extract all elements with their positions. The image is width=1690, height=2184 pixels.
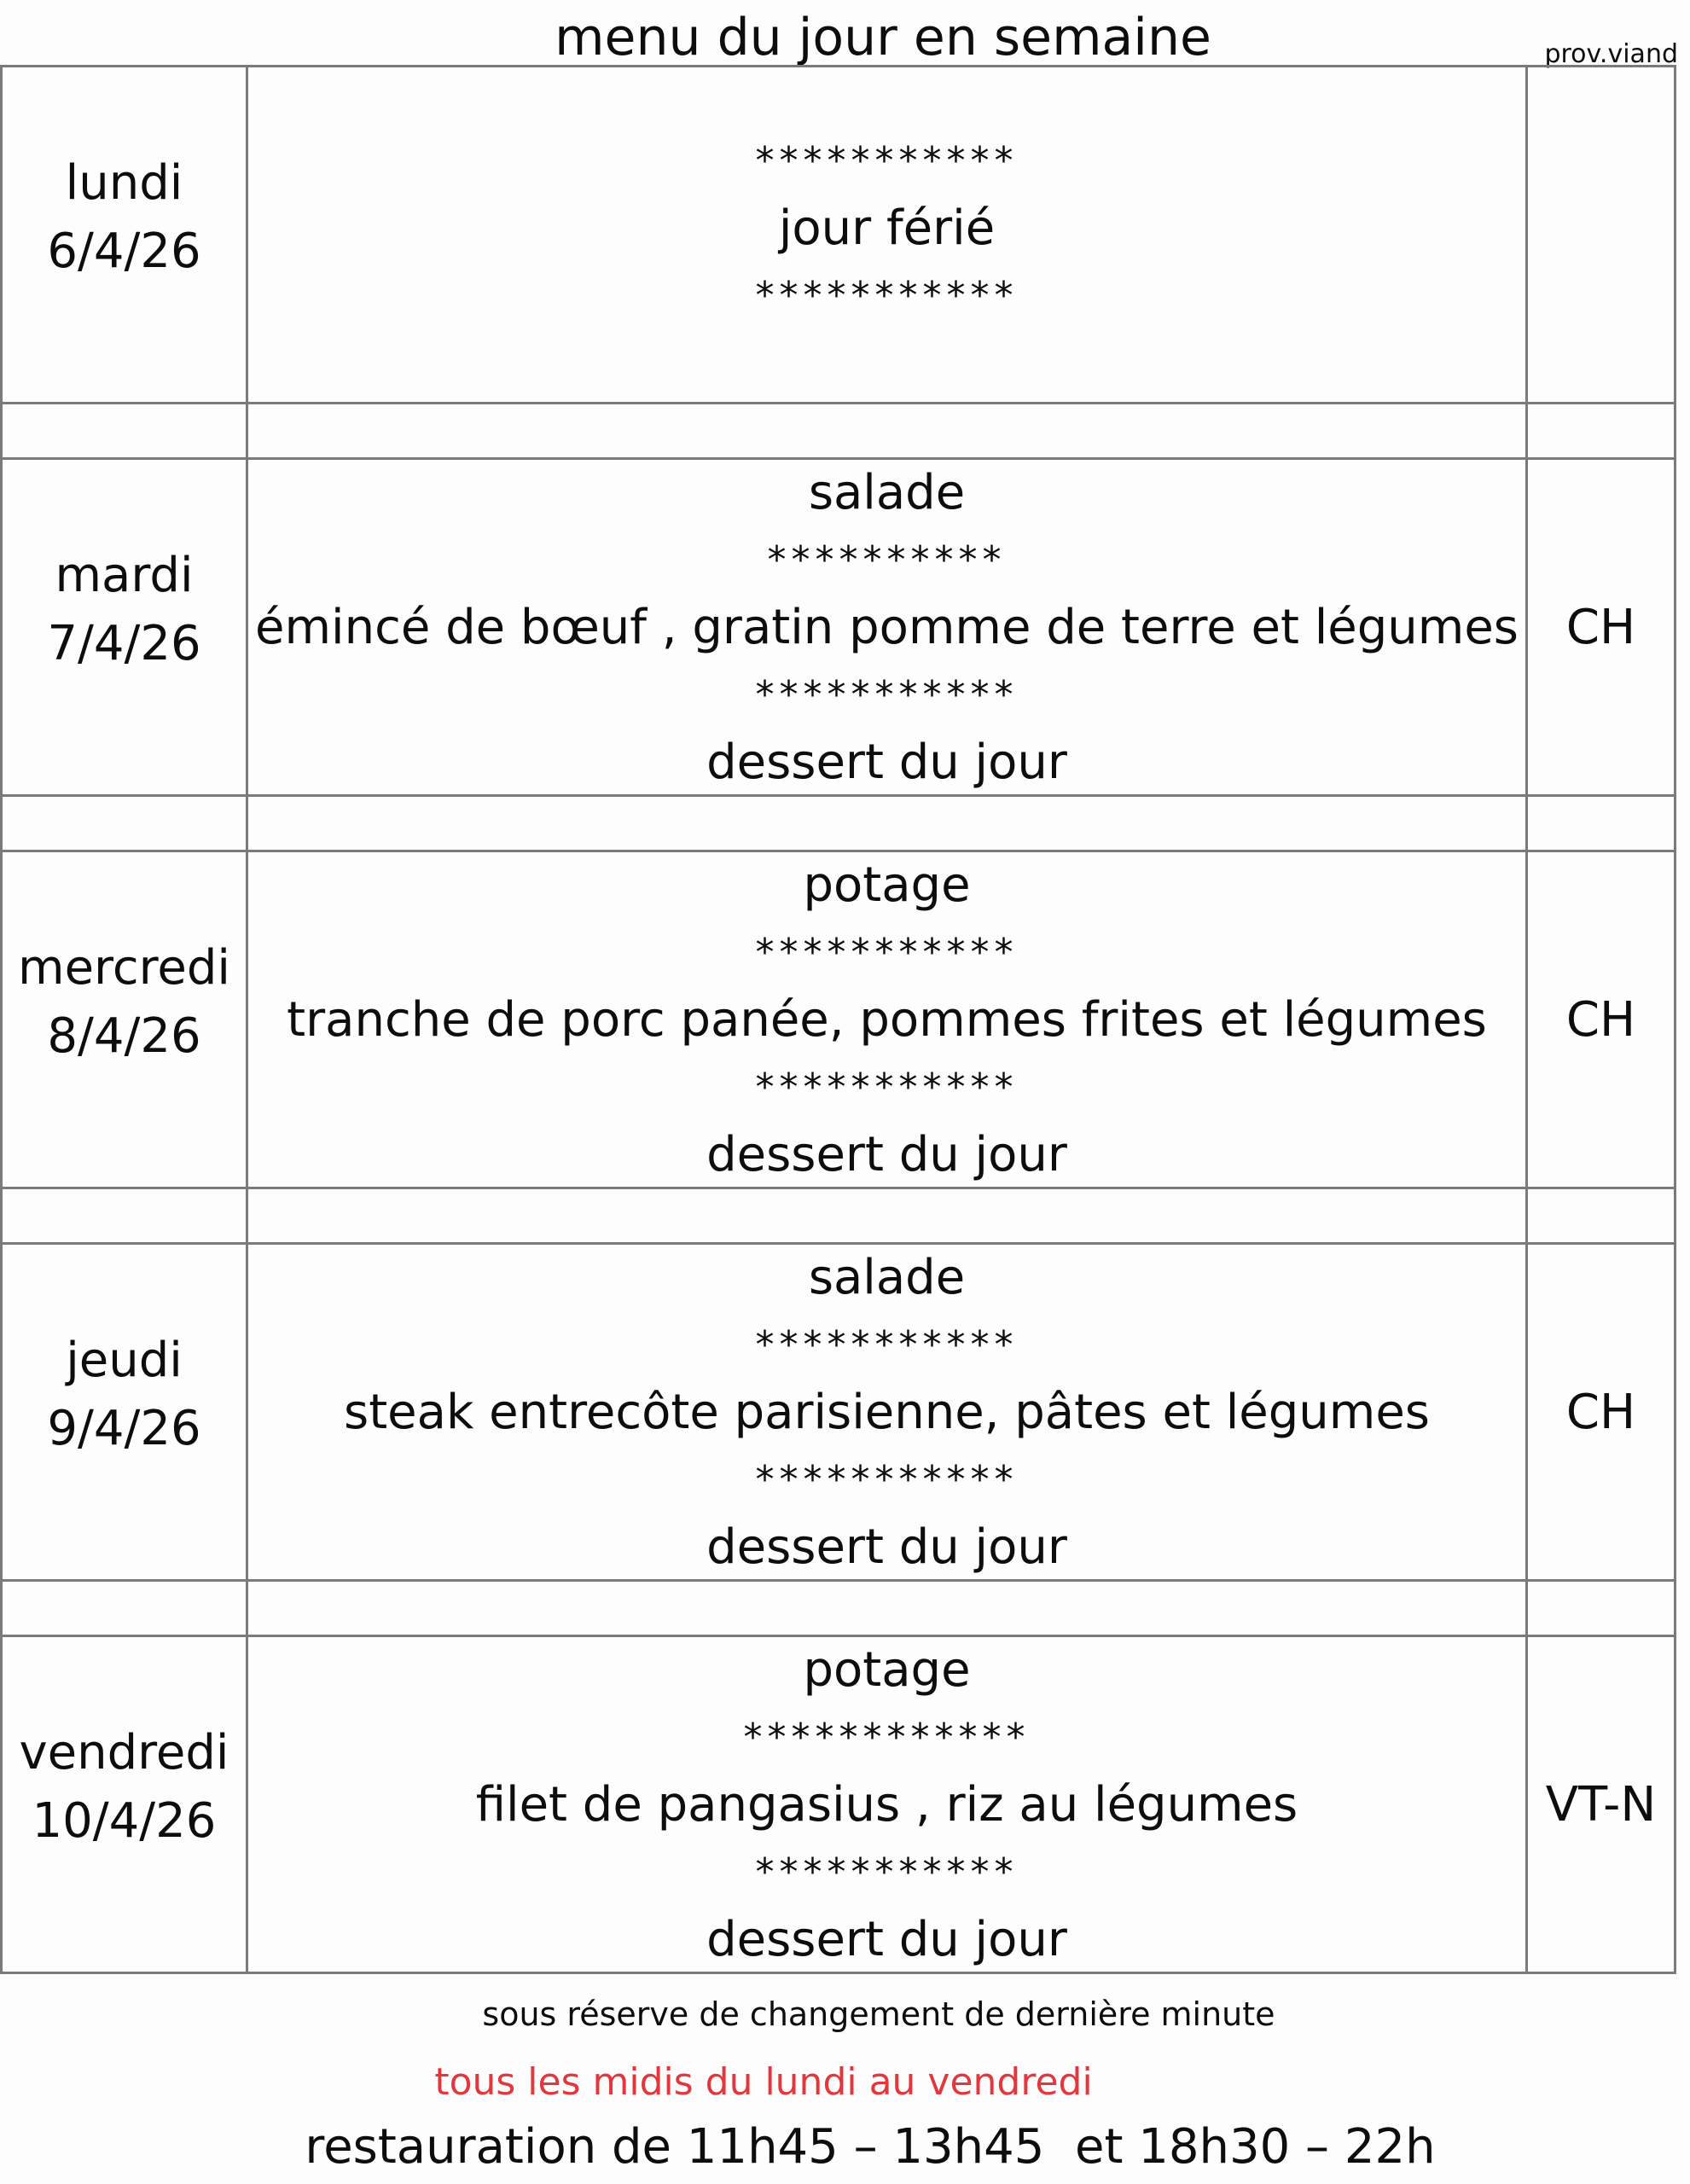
separator-stars: *********** [755,1457,1019,1502]
provenance-cell [1528,67,1676,402]
row-spacer [3,1189,1676,1245]
separator-stars: *********** [755,1065,1019,1109]
separator-stars: *********** [755,930,1019,974]
row-spacer [3,1582,1676,1637]
day-name: mardi [55,548,194,603]
day-cell [3,852,248,1187]
day-date: 8/4/26 [47,1008,201,1064]
menu-line: steak entrecôte parisienne, pâtes et légumes [344,1384,1430,1440]
menu-line: salade [808,1249,966,1305]
menu-line: filet de pangasius , riz au légumes [475,1776,1298,1833]
provenance-cell: CH [1528,1245,1676,1579]
provenance-cell: VT-N [1528,1637,1676,1972]
menu-cell [248,852,1528,1187]
menu-row-vendredi [3,1637,1676,1974]
day-name: lundi [65,155,183,211]
separator-stars: *********** [755,1850,1019,1894]
separator-stars: *********** [755,139,1019,183]
day-date: 9/4/26 [47,1401,201,1456]
menu-table [0,65,1676,1974]
day-date: 6/4/26 [47,224,201,279]
separator-stars: ********** [767,537,1007,582]
menu-row-jeudi [3,1245,1676,1582]
provenance-cell: CH [1528,460,1676,794]
page-title: menu du jour en semaine [555,8,1211,67]
day-cell [3,67,248,402]
menu-cell [248,1245,1528,1579]
day-cell [3,1245,248,1579]
row-spacer [3,797,1676,852]
separator-stars: *********** [755,1322,1019,1367]
day-date: 7/4/26 [47,616,201,671]
day-cell [3,1637,248,1972]
menu-line: dessert du jour [706,1126,1067,1182]
menu-line: tranche de porc panée, pommes frites et légumes [287,991,1487,1048]
menu-row-mercredi [3,852,1676,1189]
reserve-note: sous réserve de changement de dernière minute [482,1995,1275,2033]
menu-line: potage [803,857,971,913]
menu-row-lundi [3,67,1676,404]
menu-line: dessert du jour [706,734,1067,790]
day-date: 10/4/26 [32,1793,217,1849]
menu-cell [248,67,1528,402]
provenance-cell: CH [1528,852,1676,1187]
day-cell [3,460,248,794]
row-spacer [3,404,1676,460]
separator-stars: ************ [743,1715,1031,1759]
menu-cell [248,1637,1528,1972]
opening-hours: restauration de 11h45 – 13h45 et 18h30 – 22h [305,2119,1436,2175]
menu-line: émincé de bœuf , gratin pomme de terre et légumes [255,599,1519,655]
menu-line: potage [803,1641,971,1698]
provenance-column-label: prov.viand [1544,39,1678,69]
menu-line: salade [808,464,966,520]
menu-cell [248,460,1528,794]
day-name: mercredi [18,940,230,996]
menu-line: dessert du jour [706,1911,1067,1967]
separator-stars: *********** [755,274,1019,317]
day-name: jeudi [66,1333,183,1388]
day-name: vendredi [19,1725,229,1780]
menu-line: dessert du jour [706,1519,1067,1575]
service-days-note: tous les midis du lundi au vendredi [434,2060,1093,2104]
menu-line: jour férié [778,200,996,256]
menu-row-mardi [3,460,1676,797]
separator-stars: *********** [755,672,1019,717]
